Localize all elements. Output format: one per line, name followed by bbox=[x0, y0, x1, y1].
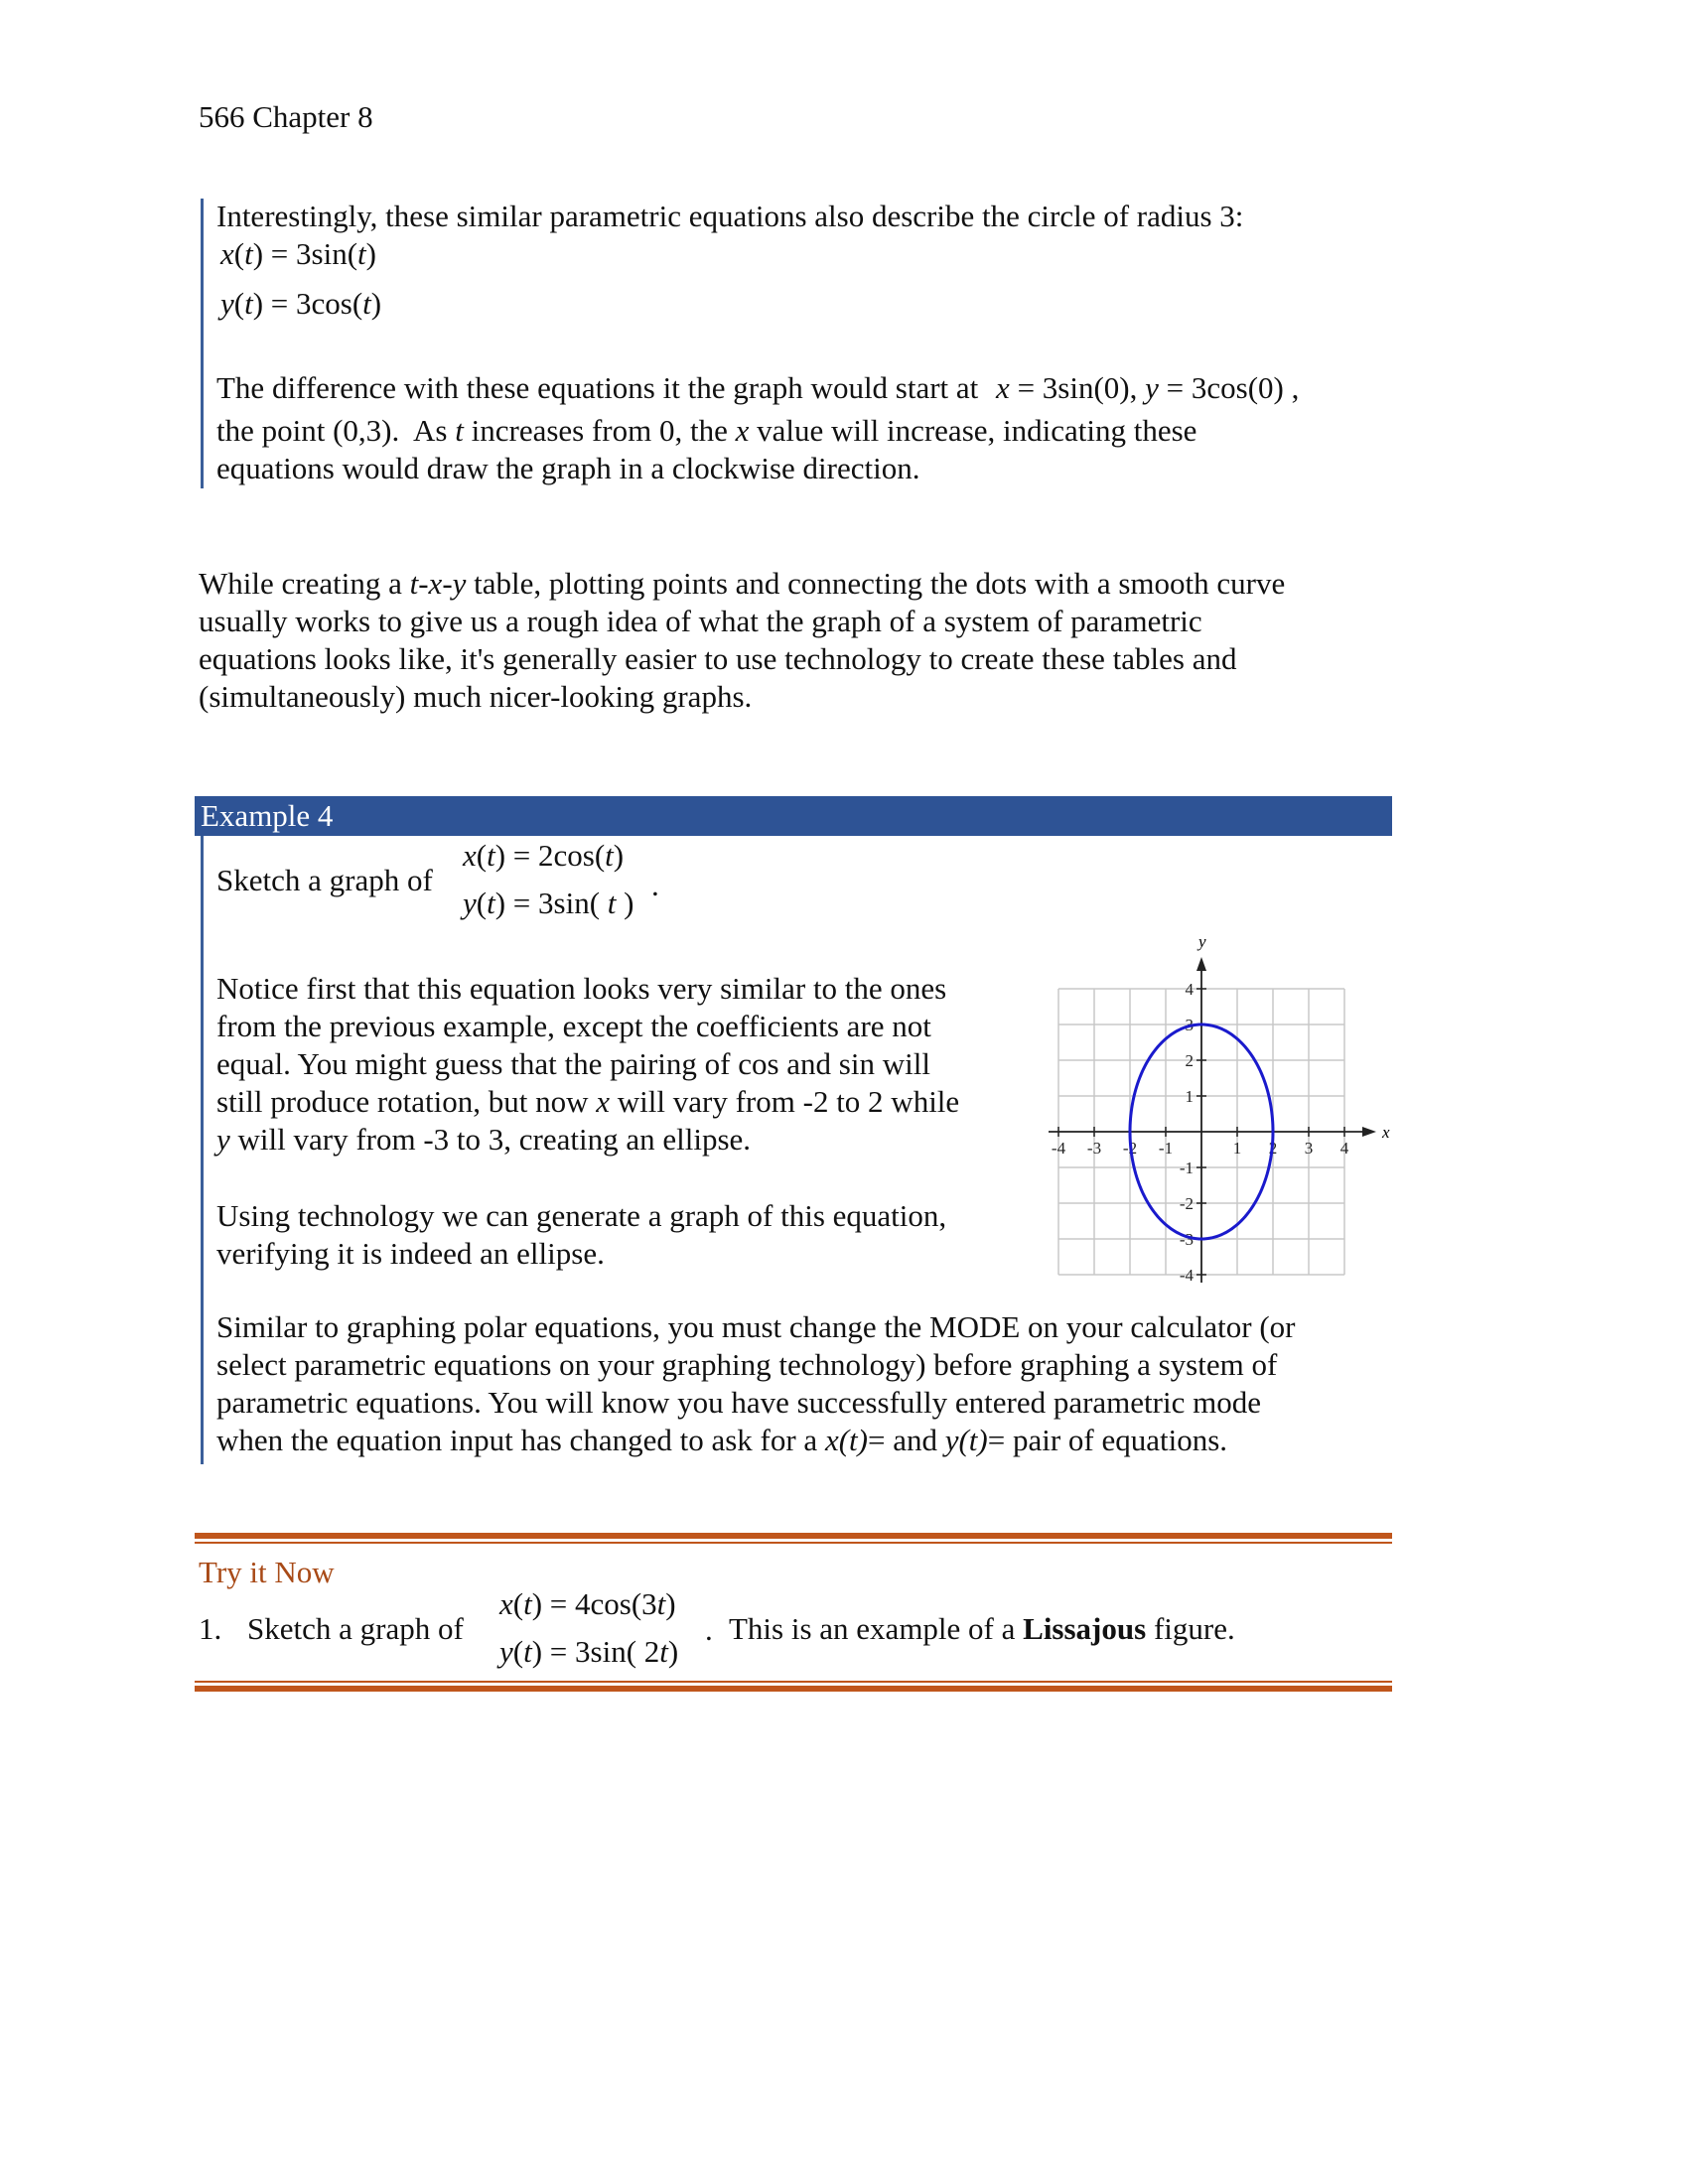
try-eq-x: x(t) = 4cos(3t) bbox=[499, 1586, 676, 1621]
example-period: . bbox=[651, 868, 659, 902]
try-rule-top-thin bbox=[195, 1542, 1392, 1544]
try-tail-end: figure. bbox=[1153, 1611, 1235, 1646]
chapter-label: Chapter 8 bbox=[252, 99, 373, 134]
try-eq-y: y(t) = 3sin( 2t) bbox=[499, 1634, 679, 1669]
x-tick-label: -2 bbox=[1122, 1139, 1138, 1158]
tech-para-line-3: equations looks like, it's generally easier to use technology to create these tables and bbox=[199, 641, 1237, 676]
mode-line-2: select parametric equations on your graphing technology) before graphing a system of bbox=[216, 1347, 1278, 1382]
try-period: . bbox=[705, 1612, 713, 1647]
notice-line-3: equal. You might guess that the pairing of cos and sin will bbox=[216, 1046, 930, 1081]
try-rule-bottom-thin bbox=[195, 1681, 1392, 1683]
example-prompt: Sketch a graph of bbox=[216, 863, 433, 897]
mode-line-1: Similar to graphing polar equations, you must change the MODE on your calculator (or bbox=[216, 1309, 1296, 1344]
y-tick-label: 1 bbox=[1185, 1087, 1194, 1106]
try-item-number: 1. bbox=[199, 1611, 222, 1646]
x-tick-label: 1 bbox=[1232, 1139, 1242, 1158]
x-axis-label: x bbox=[1382, 1123, 1390, 1142]
x-tick-label: -3 bbox=[1086, 1139, 1102, 1158]
x-axis-arrow bbox=[1362, 1127, 1376, 1137]
try-prompt: Sketch a graph of bbox=[247, 1611, 464, 1646]
x-tick-label: -1 bbox=[1158, 1139, 1174, 1158]
notice-line-1: Notice first that this equation looks very similar to the ones bbox=[216, 971, 947, 1006]
difference-line-1 bbox=[216, 369, 1299, 407]
y-tick-label: 2 bbox=[1185, 1051, 1194, 1070]
example-eq-x: x(t) = 2cos(t) bbox=[463, 838, 625, 873]
try-rule-bottom-thick bbox=[195, 1686, 1392, 1692]
x-tick-label: 3 bbox=[1304, 1139, 1314, 1158]
x-tick-label: 4 bbox=[1339, 1139, 1349, 1158]
example-eq-y: y(t) = 3sin( t ) bbox=[463, 886, 634, 920]
try-item bbox=[199, 1610, 464, 1648]
tech-para-line-4: (simultaneously) much nicer-looking graphs. bbox=[199, 679, 753, 714]
sidebar-bar-top bbox=[201, 199, 204, 488]
tech-para-line-2: usually works to give us a rough idea of what the graph of a system of parametric bbox=[199, 604, 1202, 638]
y-tick-label: -4 bbox=[1179, 1266, 1194, 1285]
circle-intro-text: Interestingly, these similar parametric equations also describe the circle of radius 3: bbox=[216, 199, 1244, 233]
sidebar-bar-example bbox=[201, 836, 204, 1464]
tech-line-1: Using technology we can generate a graph of this equation, bbox=[216, 1198, 947, 1233]
tech-para-line-1: While creating a t-x-y table, plotting points and connecting the dots with a smooth curve bbox=[199, 566, 1286, 601]
tech-line-2: verifying it is indeed an ellipse. bbox=[216, 1236, 605, 1271]
mode-line-4: when the equation input has changed to ask for a x(t)= and y(t)= pair of equations. bbox=[216, 1423, 1228, 1457]
notice-line-2: from the previous example, except the coefficients are not bbox=[216, 1009, 931, 1043]
difference-text: The difference with these equations it the graph would start at bbox=[216, 370, 979, 405]
notice-line-5: y will vary from -3 to 3, creating an ellipse. bbox=[216, 1122, 752, 1157]
example-title-bar: Example 4 bbox=[195, 796, 1392, 836]
difference-line-3: equations would draw the graph in a clockwise direction. bbox=[216, 451, 920, 485]
equation-x-sin: x(t) = 3sin(t) bbox=[220, 236, 376, 271]
try-tail-text: This is an example of a bbox=[729, 1611, 1016, 1646]
y-tick-label: 4 bbox=[1185, 980, 1194, 999]
start-point-equation: x = 3sin(0), y = 3cos(0) , bbox=[996, 370, 1300, 405]
difference-line-2: the point (0,3). As t increases from 0, the x value will increase, indicating these bbox=[216, 413, 1197, 448]
mode-line-3: parametric equations. You will know you have successfully entered parametric mode bbox=[216, 1385, 1261, 1420]
chart-axes bbox=[1049, 957, 1376, 1283]
page-header bbox=[199, 99, 373, 135]
try-it-title: Try it Now bbox=[199, 1555, 335, 1589]
equation-y-cos: y(t) = 3cos(t) bbox=[220, 286, 382, 321]
y-tick-label: 3 bbox=[1185, 1016, 1194, 1034]
page-number: 566 bbox=[199, 99, 245, 134]
x-tick-label: -4 bbox=[1051, 1139, 1066, 1158]
try-rule-top-thick bbox=[195, 1533, 1392, 1539]
y-axis-label: y bbox=[1198, 933, 1206, 951]
y-axis-arrow bbox=[1196, 957, 1206, 971]
x-tick-label: 2 bbox=[1268, 1139, 1278, 1158]
try-tail bbox=[729, 1610, 1235, 1648]
y-tick-label: -2 bbox=[1179, 1194, 1194, 1213]
notice-line-4: still produce rotation, but now x will vary from -2 to 2 while bbox=[216, 1084, 960, 1119]
y-tick-label: -3 bbox=[1179, 1230, 1194, 1249]
y-tick-label: -1 bbox=[1179, 1159, 1194, 1177]
ellipse-chart bbox=[1033, 933, 1410, 1291]
lissajous-term: Lissajous bbox=[1023, 1611, 1147, 1646]
